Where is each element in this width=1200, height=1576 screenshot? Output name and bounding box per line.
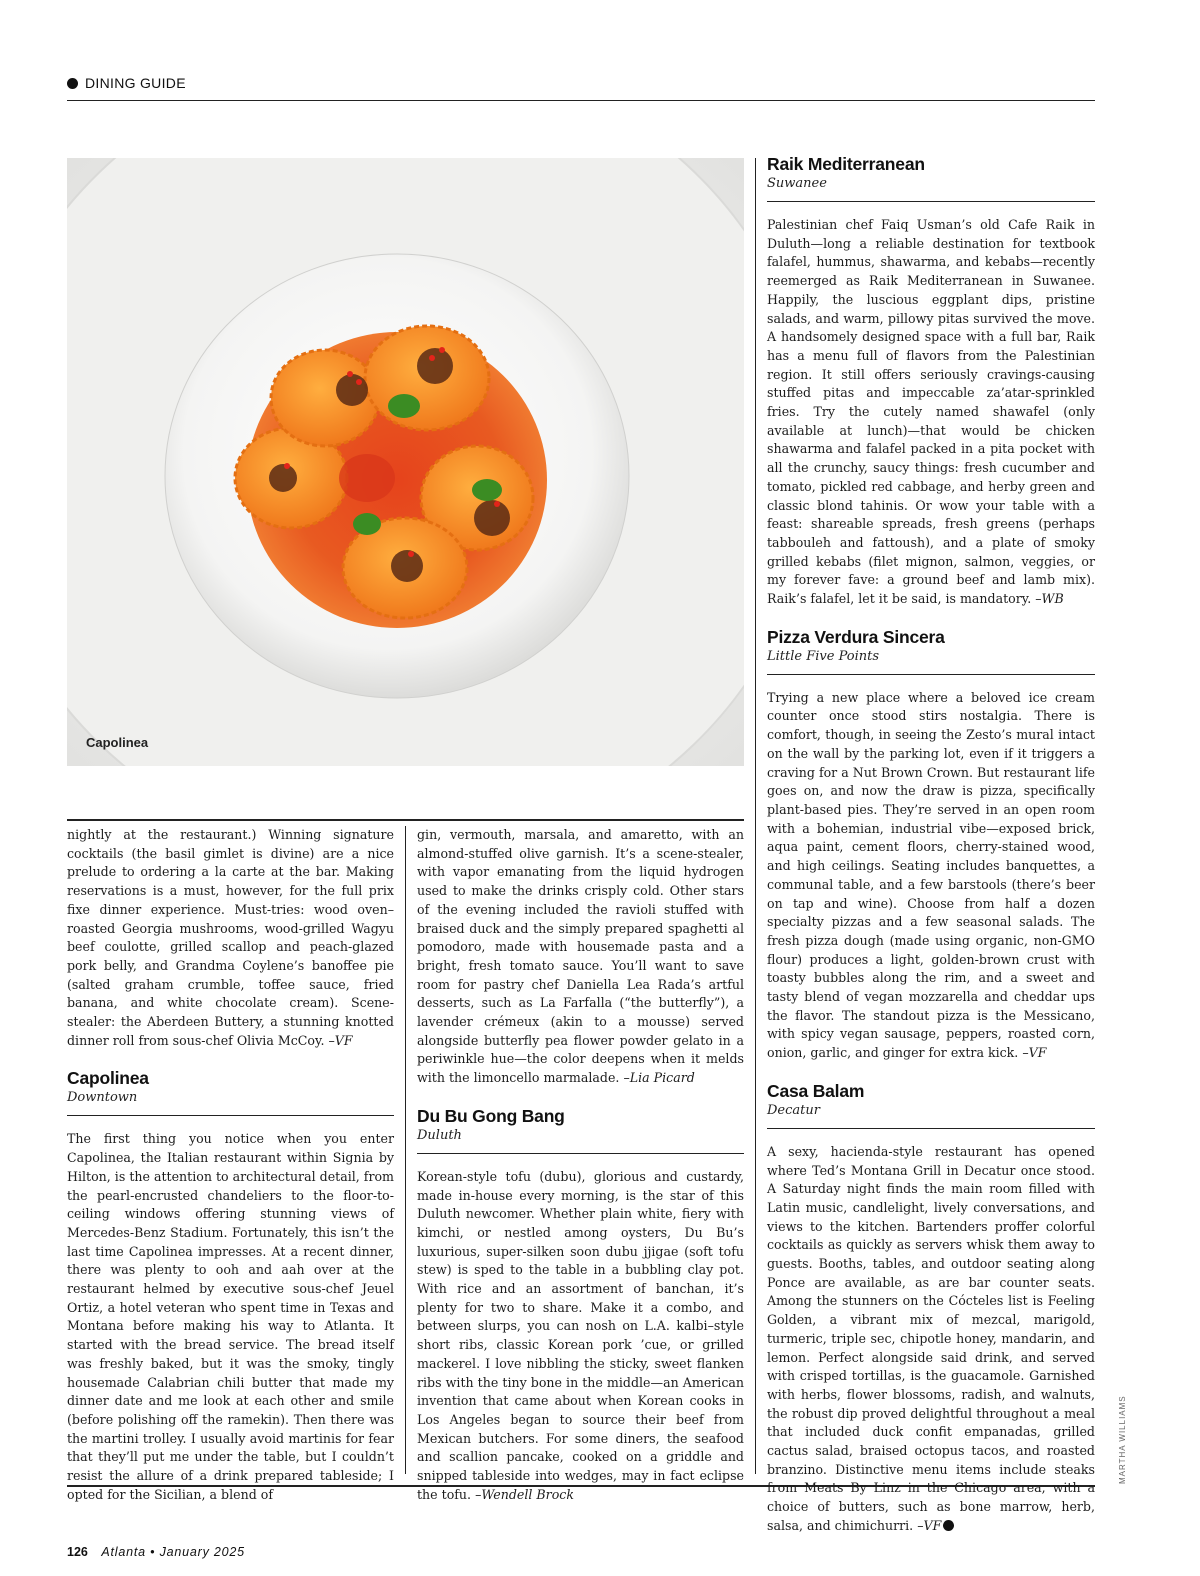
review-text: Palestinian chef Faiq Usman’s old Cafe Raik in Duluth—long a reliable destination for textbook falafel, hummus, shawarma, and kebabs—recently reemerged as Raik Mediterranean in Suwanee. Happily, the luscious eggplant dips, pristine salads, and warm, pillowy pitas survived the move. A handsomely designed space with a full bar, Raik has a menu full of flavors from the Palestinian region. It still offers seriously cravings-causing stuffed pitas and impeccable za’atar-sprinkled fries. Try the cutely named shawafel (only available at lunch)—that would be chicken shawarma and falafel packed in a pita pocket with all the crunchy, saucy things: fresh cucumber and tomato, pickled red cabbage, and herby green and classic blond tahinis. Or wow your table with a feast: shareable spreads, fresh greens (perhaps tabbouleh and fattoush), and a plate of smoky grilled kebabs (filet mignon, salmon, veggies, or my forever fave: a ground beef and lamb mix). Raik’s falafel, let it be said, is mandatory. –WB	[767, 217, 1095, 607]
restaurant-location: Downtown	[67, 1090, 138, 1106]
restaurant-location: Duluth	[417, 1127, 462, 1143]
review-text: Trying a new place where a beloved ice cream counter once stood stirs nostalgia. There is comfort, though, in seeing the Zesto’s mural intact on the wall by the parking lot, even if it triggers a craving for a Nut Brown Crown. But restaurant life goes on, and now the draw is pizza, specifically plant-based pies. They’re served in an open room with a bohemian, industrial vibe—exposed brick, aqua paint, cement floors, cherry-stained wood, and high ceilings. Seating includes banquettes, a communal table, and a few barstools (there’s beer on tap and wine). Choose from half a dozen specialty pizzas and a few seasonal salads. The fresh pizza dough (made using organic, non-GMO flour) produces a light, golden-brown crust with toasty bubbles along the rim, and a sweet and tasty blend of vegan mozzarella and cheddar ups the flavor. The standout pizza is the Messicano, with spicy vegan sausage, peppers, roasted corn, onion, garlic, and ginger for extra kick. –VF	[767, 689, 1095, 1061]
restaurant-name: Casa Balam	[767, 1080, 865, 1101]
page-number: 126	[67, 1545, 88, 1559]
column-divider-2	[755, 158, 756, 1474]
review-text: The first thing you notice when you enter Capolinea, the Italian restaurant within Signia by Hilton, is the attention to architectural detail, from the pearl-encrusted chandeliers to the floor-to-ceiling windows offering stunning views of Mercedes-Benz Stadium. Fortunately, this isn’t the last time Capolinea impresses. At a recent dinner, there was plenty to ooh and aah over at the restaurant helmed by executive sous-chef Jeuel Ortiz, a hotel veteran who spent time in Texas and Montana before making his way to Atlanta. It started with the bread service. The bread itself was freshly baked, but it was the smoky, tingly housemade Calabrian chili butter that made my dinner date and me look at each other and smile (before polishing off the ramekin). Then there was the martini trolley. I usually avoid martinis for fear that they’ll put me under the table, but I couldn’t resist the allure of a drink prepared tableside; I opted for the Sicilian, a blend of	[67, 1131, 394, 1502]
restaurant-heading	[767, 154, 1095, 202]
restaurant-name: Pizza Verdura Sincera	[767, 626, 945, 647]
column-2	[417, 826, 744, 1505]
review-text: Korean-style tofu (dubu), glorious and custardy, made in-house every morning, is the star of this Duluth newcomer. Whether plain white, fiery with kimchi, or nestled among oysters, Du Bu’s luxurious, super-silken soon dubu jjigae (soft tofu stew) is sped to the table in a bubbling clay pot. With rice and an assortment of banchan, it’s plenty for two to share. Make it a combo, and between slurps, you can nosh on L.A. kalbi–style short ribs, classic Korean pork ’cue, or grilled mackerel. I love nibbling the sticky, sweet flanken ribs with the tiny bone in the middle—an American invention that came about when Korean cooks in Los Angeles began to source their beef from Mexican butchers. For some diners, the seafood and scallion pancake, cooked on a griddle and snipped tableside into wedges, may in fact eclipse the tofu. –Wendell Brock	[417, 1168, 744, 1502]
author-signature: –Wendell Brock	[475, 1486, 574, 1502]
column-divider-1	[405, 826, 406, 1474]
page-footer	[67, 1545, 245, 1559]
restaurant-name: Capolinea	[67, 1068, 149, 1089]
restaurant-name: Raik Mediterranean	[767, 154, 925, 174]
capolinea-continued-text: nightly at the restaurant.) Winning signature cocktails (the basil gimlet is divine) are a nice prelude to ordering a la carte at the bar. Making reservations is a must, however, for the full prix fixe dinner experience. Must-tries: wood oven–roasted Georgia mushrooms, wood-grilled Wagyu beef coulotte, grilled scallop and peach-glazed pork belly, and Grandma Coylene’s banoffee pie (salted graham crumble, toffee sauce, fried banana, and white chocolate cream). Scene-stealer: the Aberdeen Buttery, a stunning knotted dinner roll from sous-chef Olivia McCoy. –VF	[67, 827, 394, 1048]
end-mark-icon	[943, 1520, 954, 1531]
review-text: A sexy, hacienda-style restaurant has opened where Ted’s Montana Grill in Decatur once stood. A Saturday night finds the main room filled with Latin music, candlelight, lively conversations, and views to the kitchen. Bartenders proffer colorful cocktails as quickly as servers whisk them away to guests. Booths, tables, and outdoor seating along Ponce are available, as are bar counter seats. Among the stunners on the Cócteles list is Feeling Golden, a vibrant mix of mezcal, marigold, turmeric, triple sec, chipotle honey, mandarin, and lemon. Perfect alongside said drink, and served with crisped tortillas, is the guacamole. Garnished with herbs, flower blossoms, radish, and walnuts, the robust dip proved delightful throughout a meal that included duck confit empanadas, grilled cactus salad, braised octopus tacos, and roasted branzino. Distinctive menu items include steaks from Meats By Linz in the Chicago area, with a choice of butters, such as bone marrow, herb, salsa, and chimichurri. –VF	[767, 1143, 1095, 1533]
photo-caption: Capolinea	[86, 735, 149, 750]
author-signature: –VF	[328, 1032, 353, 1048]
photo-credit: MARTHA WILLIAMS	[1118, 1395, 1127, 1484]
author-signature: –VF	[1022, 1045, 1047, 1061]
section-title: DINING GUIDE	[85, 75, 186, 91]
column-top-rule	[67, 819, 744, 821]
ravioli-photo	[67, 158, 744, 766]
column-1	[67, 826, 394, 1505]
section-header	[67, 75, 1095, 101]
capolinea-continued-text-2: gin, vermouth, marsala, and amaretto, with an almond-stuffed olive garnish. It’s a scene-stealer, with vapor emanating from the liquid hydrogen used to make the drinks crisply cold. Other stars of the evening included the ravioli stuffed with braised duck and the simply prepared spaghetti al pomodoro, made with housemade pasta and a bright, fresh tomato sauce. You’ll want to save room for pastry chef Daniella Lea Rada’s artful desserts, such as La Farfalla (“the butterfly”), a lavender crémeux (akin to a mousse) served alongside butterfly pea flower powder gelato in a periwinkle hue—the color deepens when it melds with the limoncello marmalade. –Lia Picard	[417, 827, 744, 1086]
restaurant-heading	[417, 1106, 744, 1154]
column-3	[767, 154, 1095, 1536]
author-signature: –VF	[917, 1517, 942, 1533]
ravioli-illustration	[67, 158, 744, 766]
author-signature: –Lia Picard	[623, 1070, 695, 1086]
bullet-icon	[67, 78, 78, 89]
restaurant-location: Suwanee	[767, 176, 827, 191]
restaurant-location: Decatur	[767, 1102, 820, 1118]
restaurant-heading	[67, 1068, 394, 1116]
restaurant-heading	[767, 1081, 1095, 1129]
author-signature: –WB	[1035, 591, 1064, 607]
restaurant-location: Little Five Points	[767, 648, 880, 664]
restaurant-heading	[767, 627, 1095, 675]
magazine-issue: Atlanta • January 2025	[101, 1545, 245, 1559]
restaurant-name: Du Bu Gong Bang	[417, 1105, 565, 1126]
